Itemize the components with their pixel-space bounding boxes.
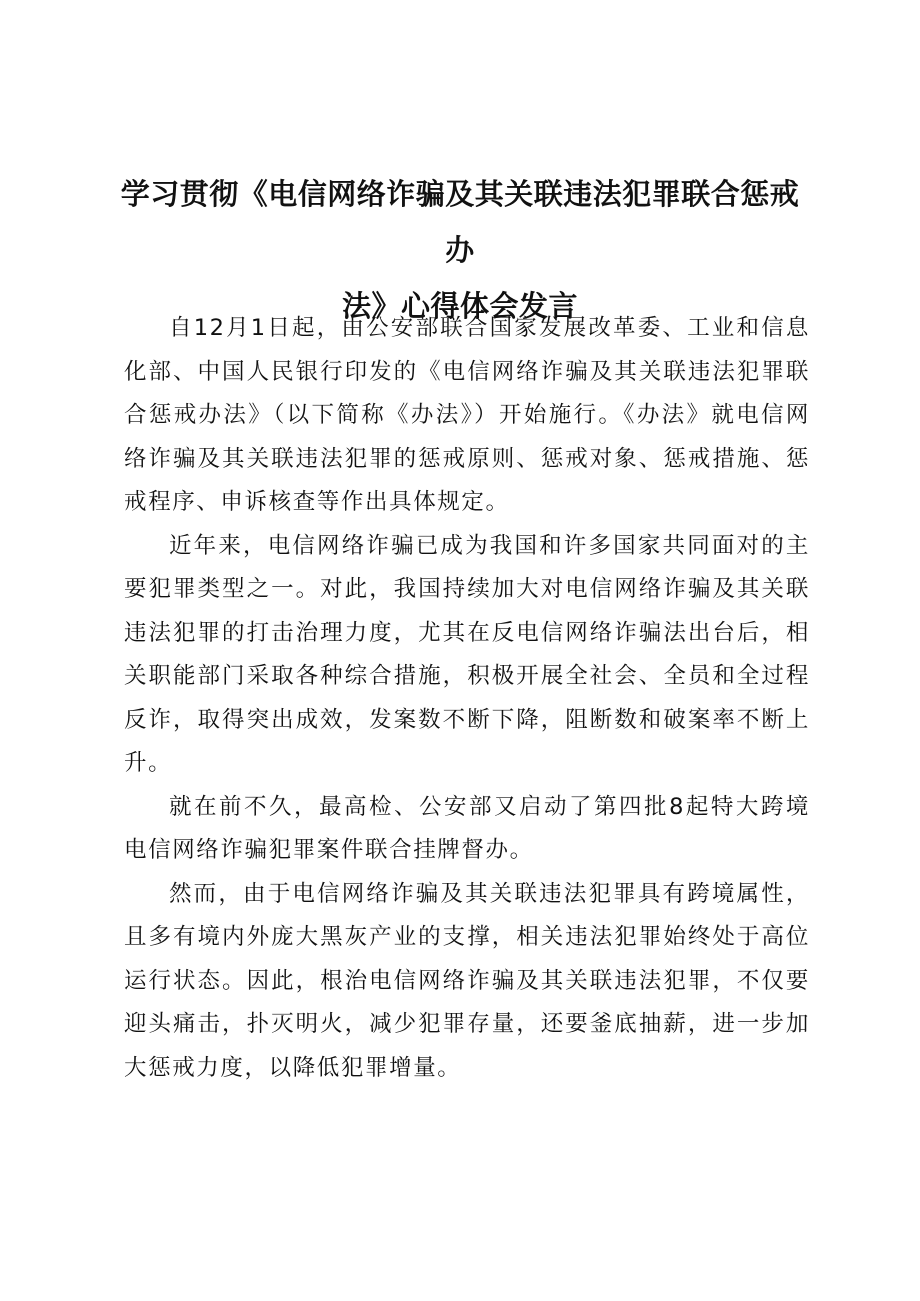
paragraph-3: 就在前不久，最高检、公安部又启动了第四批8起特大跨境电信网络诈骗犯罪案件联合挂牌督办。 — [124, 793, 810, 863]
paragraph-2: 近年来，电信网络诈骗已成为我国和许多国家共同面对的主要犯罪类型之一。对此，我国持续加大对电信网络诈骗及其关联违法犯罪的打击治理力度，尤其在反电信网络诈骗法出台后，相关职能部门采取各种综合措施，积极开展全社会、全员和全过程反诈，取得突出成效，发案数不断下降，阻断数和破案率不断上升。 — [124, 532, 810, 776]
document-body — [124, 307, 810, 1090]
paragraph-4: 然而，由于电信网络诈骗及其关联违法犯罪具有跨境属性，且多有境内外庞大黑灰产业的支撑，相关违法犯罪始终处于高位运行状态。因此，根治电信网络诈骗及其关联违法犯罪，不仅要迎头痛击，扑灭明火，减少犯罪存量，还要釜底抽薪，进一步加大惩戒力度，以降低犯罪增量。 — [124, 880, 810, 1081]
paragraph-1: 自12月1日起，由公安部联合国家发展改革委、工业和信息化部、中国人民银行印发的《电信网络诈骗及其关联违法犯罪联合惩戒办法》（以下简称《办法》）开始施行。《办法》就电信网络诈骗及其关联违法犯罪的惩戒原则、惩戒对象、惩戒措施、惩戒程序、申诉核查等作出具体规定。 — [124, 315, 810, 515]
title-line-1: 学习贯彻《电信网络诈骗及其关联违法犯罪联合惩戒办 — [120, 177, 800, 267]
title-line-2: 法》心得体会发言 — [341, 289, 578, 323]
